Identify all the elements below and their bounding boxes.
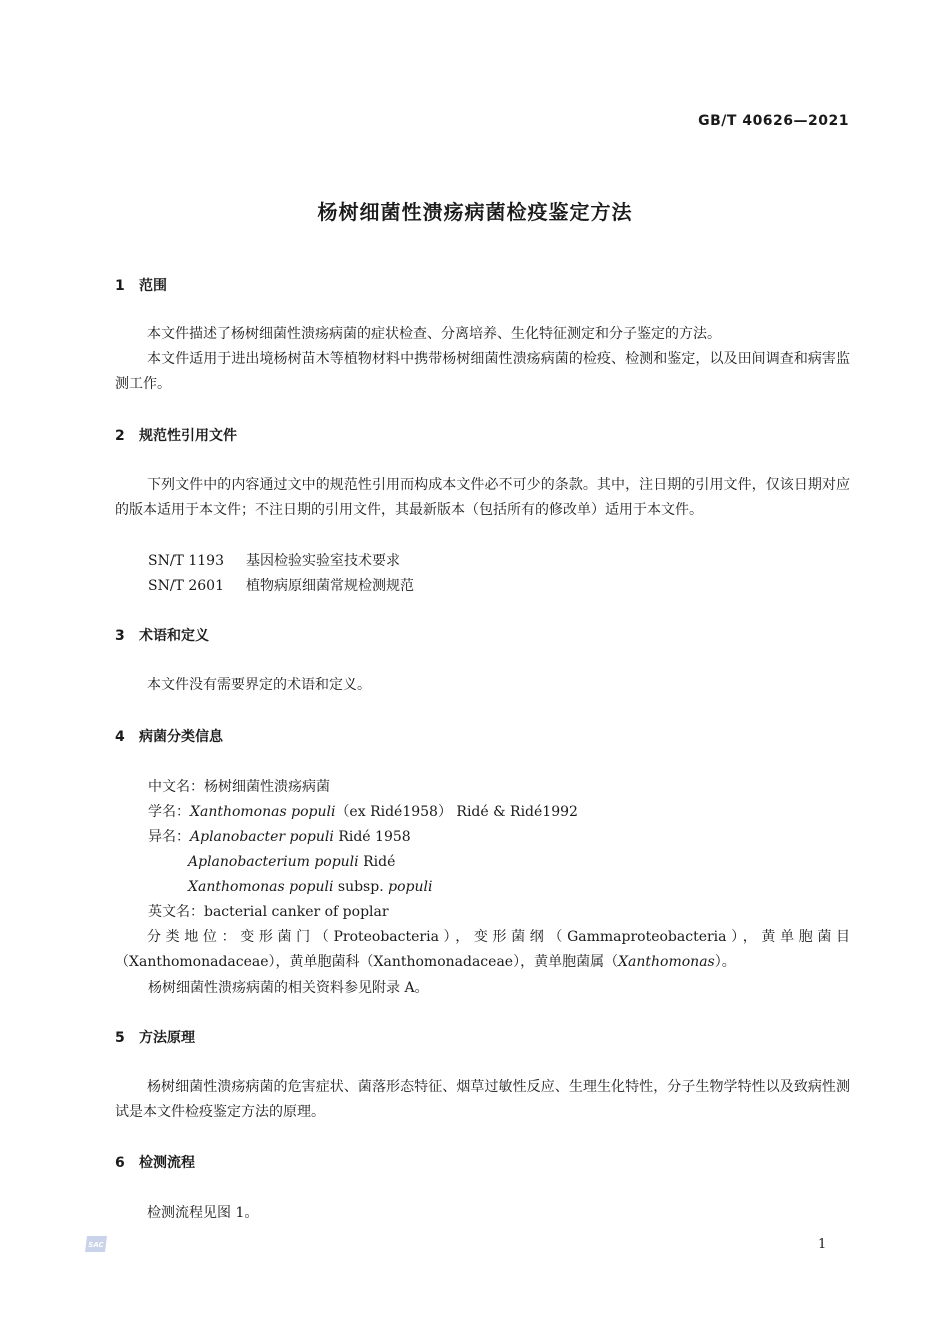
field-label: 学名： — [148, 804, 190, 820]
section-title: 病菌分类信息 — [139, 729, 223, 745]
reference-code: SN/T 1193 — [148, 553, 224, 569]
paragraph: 下列文件中的内容通过文中的规范性引用而构成本文件必不可少的条款。其中，注日期的引用文件，仅该日期对应的版本适用于本文件；不注日期的引用文件，其最新版本（包括所有的修改单）适用于本文件。 — [115, 477, 850, 518]
section-heading-6 — [115, 1153, 195, 1173]
section-number: 6 — [115, 1155, 125, 1171]
scientific-authority: （ex Ridé1958） Ridé & Ridé1992 — [335, 804, 578, 820]
standard-code: GB/T 40626—2021 — [698, 113, 849, 129]
field-label: 英文名： — [148, 904, 204, 920]
synonym-authority: Ridé — [358, 854, 396, 870]
taxonomy-end: ）。 — [714, 954, 736, 970]
paragraph: 本文件描述了杨树细菌性溃疡病菌的症状检查、分离培养、生化特征测定和分子鉴定的方法。 — [147, 326, 721, 342]
field-label: 分类地位： — [147, 929, 241, 945]
reference-title: 基因检验实验室技术要求 — [246, 553, 400, 569]
section-title: 方法原理 — [139, 1030, 195, 1046]
section-number: 1 — [115, 278, 125, 294]
synonym-authority: subsp. — [333, 879, 389, 895]
section-title: 检测流程 — [139, 1155, 195, 1171]
reference-item — [148, 551, 400, 571]
section-title: 术语和定义 — [139, 628, 209, 644]
scientific-name-line — [148, 802, 578, 822]
reference-code: SN/T 2601 — [148, 578, 224, 594]
english-name-line — [148, 902, 389, 922]
paragraph: 检测流程见图 1。 — [147, 1205, 259, 1221]
field-label: 中文名： — [148, 779, 204, 795]
paragraph: 杨树细菌性溃疡病菌的危害症状、菌落形态特征、烟草过敏性反应、生理生化特性，分子生物学特性以及致病性测试是本文件检疫鉴定方法的原理。 — [115, 1079, 850, 1120]
chinese-name-line — [148, 777, 330, 797]
document-title: 杨树细菌性溃疡病菌检疫鉴定方法 — [317, 200, 633, 224]
section-heading-4 — [115, 727, 223, 747]
field-label: 异名： — [148, 829, 190, 845]
section-heading-2 — [115, 426, 237, 446]
sac-logo-icon — [83, 1234, 109, 1254]
section-title: 规范性引用文件 — [139, 428, 237, 444]
annex-note: 杨树细菌性溃疡病菌的相关资料参见附录 A。 — [148, 980, 429, 996]
section-number: 3 — [115, 628, 125, 644]
synonym-authority: Ridé 1958 — [333, 829, 411, 845]
section-heading-3 — [115, 626, 209, 646]
taxonomy-genus: Xanthomonas — [618, 954, 715, 970]
chinese-name: 杨树细菌性溃疡病菌 — [204, 779, 330, 795]
paragraph: 本文件没有需要界定的术语和定义。 — [147, 677, 371, 693]
section-number: 5 — [115, 1030, 125, 1046]
section-number: 4 — [115, 729, 125, 745]
synonym-line — [188, 852, 395, 872]
reference-item — [148, 576, 414, 596]
section-heading-1 — [115, 276, 167, 296]
taxonomy-paragraph — [115, 925, 850, 975]
section-heading-5 — [115, 1028, 195, 1048]
synonym-subspecies: populi — [388, 879, 433, 895]
synonym-name: Aplanobacter populi — [190, 829, 334, 845]
taxonomy-text: 变形菌门（Proteobacteria），变形菌纲（Gammaproteobacteria），黄单胞菌目（Xanthomonadaceae），黄单胞菌科（Xanthomonadaceae），黄单胞菌属（ — [115, 929, 851, 970]
reference-title: 植物病原细菌常规检测规范 — [246, 578, 414, 594]
section-number: 2 — [115, 428, 125, 444]
logo-text: SAC — [88, 1241, 104, 1249]
section-title: 范围 — [139, 278, 167, 294]
paragraph: 本文件适用于进出境杨树苗木等植物材料中携带杨树细菌性溃疡病菌的检疫、检测和鉴定，以及田间调查和病害监测工作。 — [115, 351, 850, 392]
english-name: bacterial canker of poplar — [204, 904, 389, 920]
synonym-name: Xanthomonas populi — [188, 879, 334, 895]
scientific-name: Xanthomonas populi — [190, 804, 336, 820]
page-number: 1 — [818, 1237, 827, 1252]
synonym-line — [148, 827, 411, 847]
synonym-line — [188, 877, 432, 897]
synonym-name: Aplanobacterium populi — [188, 854, 359, 870]
